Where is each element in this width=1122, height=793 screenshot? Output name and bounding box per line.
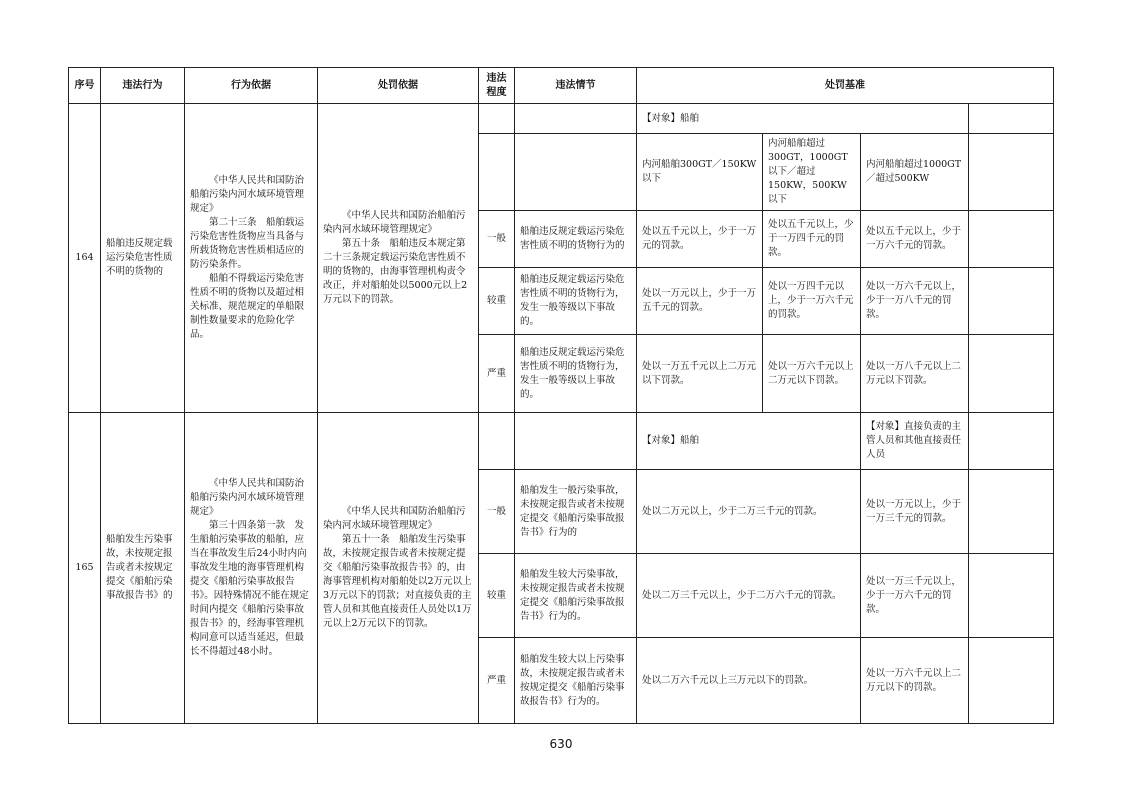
row-164-object-degree-empty: [479, 104, 515, 134]
header-act: 违法行为: [101, 68, 185, 104]
penalty-table: [68, 67, 1054, 724]
header-row: [69, 68, 1054, 104]
row-165-severe-extra: [969, 638, 1054, 724]
row-164-tier-extra: [969, 134, 1054, 211]
row-165-object: [69, 413, 1054, 470]
row-165-general-ship: 处以二万元以上，少于二万三千元的罚款。: [637, 470, 861, 554]
row-164-severe-extra: [969, 335, 1054, 413]
row-164-general-degree: 一般: [479, 211, 515, 268]
row-164-general-extra: [969, 211, 1054, 268]
row-164-basis-article: 第二十三条 船舶载运污染危害性货物应当具备与所载货物危害性质相适应的防污染条件。: [190, 217, 305, 270]
row-165-penalty-article: 第五十一条 船舶发生污染事故，未按规定报告或者未按规定提交《船舶污染事故报告书》的，由海事管理机构对船舶处以2万元以上3万元以下的罚款；对直接负责的主管人员和其他直接责任人员处以1万元以上2万元以下的罚款。: [323, 534, 472, 629]
row-164-tier-2: 内河船舶超过300GT，1000GT以下／超过150KW，500KW以下: [763, 134, 861, 211]
row-165-object-extra: [969, 413, 1054, 470]
row-164-tier-circ-empty: [515, 134, 637, 211]
row-164-serious-degree: 较重: [479, 268, 515, 335]
row-164-no: 164: [69, 104, 101, 413]
row-164-severe-p2: 处以一万六千元以上二万元以下罚款。: [763, 335, 861, 413]
row-165-serious-degree: 较重: [479, 554, 515, 638]
row-164-general-p2: 处以五千元以上，少于一万四千元的罚款。: [763, 211, 861, 268]
row-165-general-circ: 船舶发生一般污染事故，未按规定报告或者未按规定提交《船舶污染事故报告书》行为的: [515, 470, 637, 554]
row-164-object-circ-empty: [515, 104, 637, 134]
row-164-object-extra: [969, 104, 1054, 134]
row-165-serious-ship: 处以二万三千元以上，少于二万六千元的罚款。: [637, 554, 861, 638]
row-165-object-person: 【对象】直接负责的主管人员和其他直接责任人员: [861, 413, 969, 470]
row-164-severe-degree: 严重: [479, 335, 515, 413]
row-164-general-p3: 处以五千元以上，少于一万六千元的罚款。: [861, 211, 969, 268]
row-165-general-person: 处以一万元以上，少于一万三千元的罚款。: [861, 470, 969, 554]
row-165-penalty-basis: [318, 413, 479, 724]
row-164-serious-circ: 船舶违反规定载运污染危害性质不明的货物行为，发生一般等级以下事故的。: [515, 268, 637, 335]
row-164-tier-3: 内河船舶超过1000GT／超过500KW: [861, 134, 969, 211]
page-number: 630: [549, 737, 573, 751]
row-165-object-degree-empty: [479, 413, 515, 470]
row-164-serious-p1: 处以一万元以上，少于一万五千元的罚款。: [637, 268, 763, 335]
row-165-no: 165: [69, 413, 101, 724]
row-164-severe-p3: 处以一万八千元以上二万元以下罚款。: [861, 335, 969, 413]
row-164-penalty-basis: [318, 104, 479, 413]
row-164-basis-clause: 船舶不得载运污染危害性质不明的货物以及超过相关标准、规范规定的单船限制性数量要求的危险化学品。: [190, 273, 305, 340]
row-164-tier-degree-empty: [479, 134, 515, 211]
row-165-severe-circ: 船舶发生较大以上污染事故，未按规定报告或者未按规定提交《船舶污染事故报告书》行为的。: [515, 638, 637, 724]
row-165-penalty-title: 《中华人民共和国防治船舶污染内河水域环境管理规定》: [323, 506, 466, 531]
row-164-penalty-article: 第五十条 船舶违反本规定第二十三条规定载运污染危害性质不明的货物的，由海事管理机构责令改正，并对船舶处以5000元以上2万元以下的罚款。: [323, 238, 468, 305]
row-164-general-p1: 处以五千元以上，少于一万元的罚款。: [637, 211, 763, 268]
row-164-severe-p1: 处以一万五千元以上二万元以下罚款。: [637, 335, 763, 413]
row-164-severe-circ: 船舶违反规定载运污染危害性质不明的货物行为，发生一般等级以上事故的。: [515, 335, 637, 413]
row-164-act: 船舶违反规定载运污染危害性质不明的货物的: [101, 104, 185, 413]
row-164-object: [69, 104, 1054, 134]
row-165-serious-person: 处以一万三千元以上，少于一万六千元的罚款。: [861, 554, 969, 638]
header-standard: 处罚基准: [637, 68, 1054, 104]
row-165-severe-ship: 处以二万六千元以上三万元以下的罚款。: [637, 638, 861, 724]
row-165-severe-degree: 严重: [479, 638, 515, 724]
row-164-general-circ: 船舶违反规定载运污染危害性质不明的货物行为的: [515, 211, 637, 268]
row-164-object: 【对象】船舶: [637, 104, 969, 134]
row-164-penalty-title: 《中华人民共和国防治船舶污染内河水域环境管理规定》: [323, 210, 466, 235]
row-164-serious-p2: 处以一万四千元以上，少于一万六千元的罚款。: [763, 268, 861, 335]
row-165-basis-title: 《中华人民共和国防治船舶污染内河水域环境管理规定》: [190, 478, 305, 517]
row-165-act: 船舶发生污染事故，未按规定报告或者未按规定提交《船舶污染事故报告书》的: [101, 413, 185, 724]
row-165-serious-extra: [969, 554, 1054, 638]
row-164-basis: [185, 104, 318, 413]
header-no: 序号: [69, 68, 101, 104]
row-165-serious-circ: 船舶发生较大污染事故，未按规定报告或者未按规定提交《船舶污染事故报告书》行为的。: [515, 554, 637, 638]
row-165-basis-article: 第三十四条第一款 发生船舶污染事故的船舶，应当在事故发生后24小时内向事故发生地的海事管理机构提交《船舶污染事故报告书》。因特殊情况不能在规定时间内提交《船舶污染事故报告书》的，经海事管理机构同意可以适当延迟，但最长不得超过48小时。: [190, 520, 309, 657]
header-degree: 违法 程度: [479, 68, 515, 104]
row-165-basis: [185, 413, 318, 724]
header-circumstance: 违法情节: [515, 68, 637, 104]
row-164-serious-p3: 处以一万六千元以上，少于一万八千元的罚款。: [861, 268, 969, 335]
row-165-object-circ-empty: [515, 413, 637, 470]
header-penalty-basis: 处罚依据: [318, 68, 479, 104]
row-165-general-degree: 一般: [479, 470, 515, 554]
row-165-object-ship: 【对象】船舶: [637, 413, 861, 470]
row-165-severe-person: 处以一万六千元以上二万元以下的罚款。: [861, 638, 969, 724]
row-165-general-extra: [969, 470, 1054, 554]
row-164-tier-1: 内河船舶300GT／150KW以下: [637, 134, 763, 211]
row-164-serious-extra: [969, 268, 1054, 335]
row-164-basis-title: 《中华人民共和国防治船舶污染内河水域环境管理规定》: [190, 175, 305, 214]
header-basis: 行为依据: [185, 68, 318, 104]
